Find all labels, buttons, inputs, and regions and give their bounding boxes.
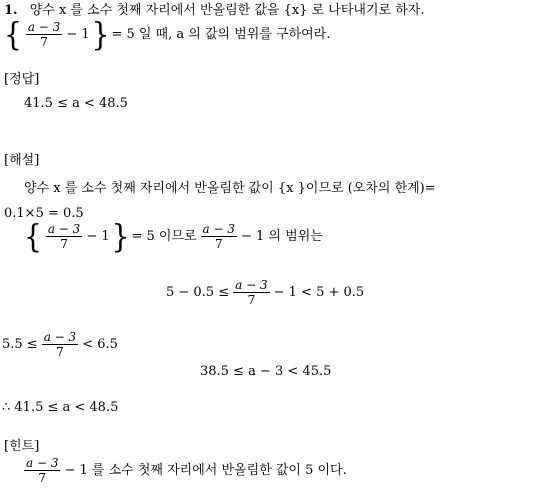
left-brace: { xyxy=(4,14,22,53)
frac-denominator: 7 xyxy=(40,35,48,49)
hint-label: [힌트] xyxy=(4,439,40,454)
frac-denominator: 7 xyxy=(247,293,256,307)
explanation-text-3: = 5 이므로 xyxy=(131,228,197,244)
inequality-1 xyxy=(166,278,364,307)
explanation-line-3 xyxy=(24,216,323,255)
explanation-line-1: 양수 x 를 소수 첫째 자리에서 반올림한 값이 {x }이므로 (오차의 한계)= xyxy=(24,181,436,196)
minus-one: − 1 xyxy=(86,228,110,244)
ineq2-right: < 6.5 xyxy=(82,336,118,352)
left-brace: { xyxy=(24,216,42,255)
hint-line xyxy=(22,456,347,485)
explanation-label: [해설] xyxy=(4,153,40,168)
frac-denominator: 7 xyxy=(60,237,68,251)
ineq1-left: 5 − 0.5 ≤ xyxy=(166,284,230,300)
frac-numerator: a − 3 xyxy=(47,222,81,236)
ineq1-fraction xyxy=(233,278,269,307)
inequality-2 xyxy=(2,330,118,359)
problem-line-1 xyxy=(4,3,424,19)
explanation-tail-3: − 1 의 범위는 xyxy=(241,228,323,244)
problem-line-2 xyxy=(4,14,331,53)
ineq2-left: 5.5 ≤ xyxy=(2,336,38,352)
hint-text: − 1 를 소수 첫째 자리에서 반올림한 값이 5 이다. xyxy=(64,462,347,478)
frac-numerator: a − 3 xyxy=(202,222,236,236)
explanation-fraction-2 xyxy=(201,222,237,251)
right-brace: } xyxy=(91,14,110,53)
problem-number: 1. xyxy=(4,3,18,18)
problem-text-2: = 5 일 때, a 의 값의 범위를 구하여라. xyxy=(111,26,331,42)
frac-numerator: a − 3 xyxy=(235,278,268,292)
frac-denominator: 7 xyxy=(214,237,223,251)
frac-denominator: 7 xyxy=(38,471,47,485)
frac-numerator: a − 3 xyxy=(26,456,59,470)
frac-denominator: 7 xyxy=(56,345,64,359)
explanation-fraction xyxy=(46,222,82,251)
answer-label: [정답] xyxy=(4,72,40,87)
ineq1-right: − 1 < 5 + 0.5 xyxy=(273,284,365,300)
frac-numerator: a − 3 xyxy=(27,20,61,34)
right-brace: } xyxy=(111,216,130,255)
frac-numerator: a − 3 xyxy=(43,330,77,344)
problem-minus-one: − 1 xyxy=(66,26,90,42)
answer-text: 41.5 ≤ a < 48.5 xyxy=(24,96,128,111)
problem-text-1: 양수 x 를 소수 첫째 자리에서 반올림한 값을 {x} 로 나타내기로 하자. xyxy=(29,3,425,18)
hint-fraction xyxy=(24,456,60,485)
inequality-3: 38.5 ≤ a − 3 < 45.5 xyxy=(200,364,332,379)
ineq2-fraction xyxy=(42,330,78,359)
conclusion: ∴ 41.5 ≤ a < 48.5 xyxy=(2,400,119,415)
explanation-line-2: 0.1×5 = 0.5 xyxy=(4,206,84,221)
problem-fraction xyxy=(26,20,62,49)
